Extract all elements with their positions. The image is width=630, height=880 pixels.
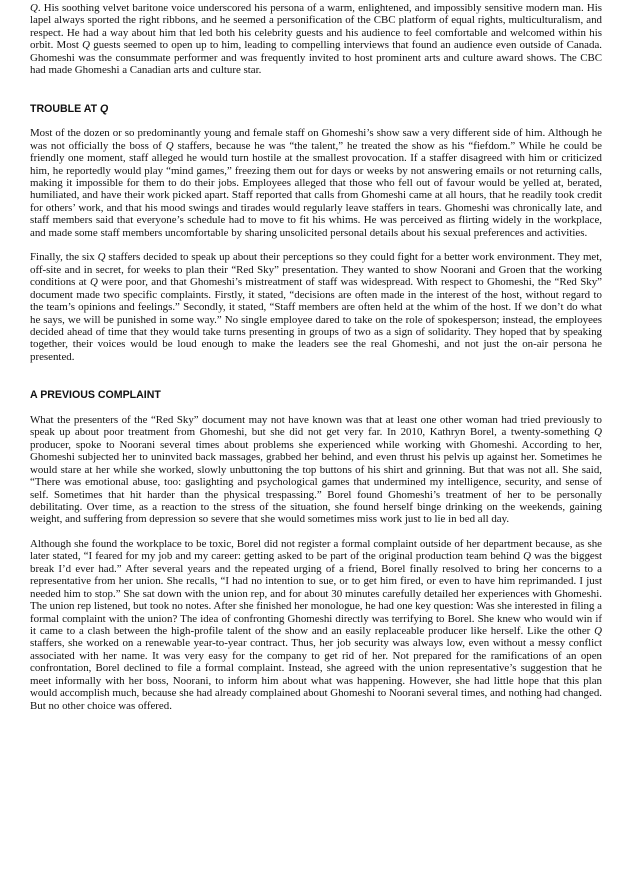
section-heading-trouble-at-q: TROUBLE AT Q bbox=[30, 102, 109, 115]
paragraph-spacer bbox=[30, 239, 602, 251]
trouble-paragraph-1: Most of the dozen or so predominantly young and female staff on Ghomeshi’s show saw a very different side of him. Although he was not officially the boss of Q staffers, because he was “the talent,” he treated the show as his “fiefdom.” While he could be friendly one moment, staff alleged he would turn hostile at the smallest provocation. If a staffer disagreed with him or criticized him, he reportedly would play “mind games,” freezing them out for days or weeks by not answering emails or not returning calls, making it impossible for them to do their jobs. Employees alleged that those who fell out of favour would be yelled at, berated, humiliated, and have their work picked apart. Staff reported that calls from Ghomeshi came at all hours, that he readily took credit for others’ work, and that his mood swings and tirades would regularly leave staffers in tears. Ghomeshi was chronically late, and staff members said that everyone’s schedule had to move to fit his whims. He was perceived as flirting widely in the workplace, and made some staff members uncomfortable by sharing unsolicited personal details about his sexual preferences and activities. bbox=[30, 127, 602, 239]
section-spacer bbox=[30, 402, 602, 414]
section-spacer bbox=[30, 363, 602, 389]
intro-paragraph: Q. His soothing velvet baritone voice underscored his persona of a warm, enlightened, and impossibly sensitive modern man. His lapel always sported the right ribbons, and he seemed a personification of the CBC platform of equal rights, multiculturalism, and respect. He had a way about him that led both his celebrity guests and his audience to feel comfortable and welcomed within his orbit. Most Q guests seemed to open up to him, leading to compelling interviews that found an audience even outside of Canada. Ghomeshi was the consummate performer and was frequently invited to host prominent arts and culture award shows. The CBC had made Ghomeshi a Canadian arts and culture star. bbox=[30, 2, 602, 77]
section-spacer bbox=[30, 115, 602, 127]
previous-paragraph-2: Although she found the workplace to be toxic, Borel did not register a formal complaint outside of her department because, as she later stated, “I feared for my job and my career: getting asked to be part of the original production team behind Q was the biggest break I’d ever had.” After several years and the repeated urging of a friend, Borel finally resolved to bring her concerns to a representative from her union. She recalls, “I had no intention to sue, or to get him fired, or even to have him reprimanded. I just needed him to stop.” She sat down with the union rep, and for about 30 minutes carefully detailed her experiences with Ghomeshi. The union rep listened, but took no notes. After she finished her monologue, he had one key question: Was she interested in filing a formal complaint with the union? The idea of confronting Ghomeshi directly was terrifying to Borel. She knew who would win if it came to a clash between the high-profile talent of the show and an easily replaceable producer like herself. Like the other Q staffers, she worked on a renewable year-to-year contract. Thus, her job security was always low, even without a messy conflict associated with her name. It was very easy for the company to get rid of her. Not prepared for the ramifications of an open confrontation, Borel declined to file a formal complaint. Instead, she agreed with the union representative’s suggestion that he meet informally with her boss, Noorani, to inform him about what was happening. However, she had little hope that this plan would accomplish much, because she had already complained about Ghomeshi to Noorani several times, and nothing had changed. But no other choice was offered. bbox=[30, 537, 603, 712]
trouble-paragraph-2: Finally, the six Q staffers decided to speak up about their perceptions so they could fight for a better work environment. They met, off-site and in secret, for weeks to plan their “Red Sky” presentation. They wanted to show Noorani and Groen that the working conditions at Q were poor, and that Ghomeshi’s mistreatment of staff was widespread. With respect to Ghomeshi, the “Red Sky” document made two specific complaints. Firstly, it stated, “decisions are often made in the interest of the host, without regard to the team’s opinions and feelings.” Secondly, it stated, “Staff members are often held at the whim of the host. If we don’t do what he says, we will be punished in some way.” No single employee dared to take on the role of spokesperson; instead, the employees decided ahead of time that they would take turns presenting in groups of two as a sign of solidarity. They hoped that by speaking together, their voices would be loud enough to make the leaders see the real Ghomeshi, and not just the on-air persona he presented. bbox=[30, 251, 603, 363]
section-heading-previous-complaint: A PREVIOUS COMPLAINT bbox=[30, 389, 161, 402]
section-spacer bbox=[30, 77, 602, 103]
paragraph-spacer bbox=[30, 526, 602, 538]
previous-paragraph-1: What the presenters of the “Red Sky” document may not have known was that at least one other woman had tried previously to speak up about poor treatment from Ghomeshi, but she did not get very far. In 2010, Kathryn Borel, a twenty-something Q producer, spoke to Noorani several times about problems she experienced while working with Ghomeshi. According to her, Ghomeshi subjected her to uninvited back massages, grabbed her behind, and even thrust his pelvis up against her. Sometimes he would stare at her while she worked, slowly unbuttoning the top buttons of his shirt and grinning. But that was not all. She said, “There was emotional abuse, too: gaslighting and psychological games that undermined my intelligence, security, and sense of self. Sometimes that hit harder than the physical trespassing.” Borel found Ghomeshi’s treatment of her to be personally debilitating. Over time, as a reaction to the stress of the situation, she found herself binge drinking on the weekends, gaining weight, and suffering from depression so severe that she would sometimes miss work just to lie in bed all day. bbox=[30, 413, 602, 526]
